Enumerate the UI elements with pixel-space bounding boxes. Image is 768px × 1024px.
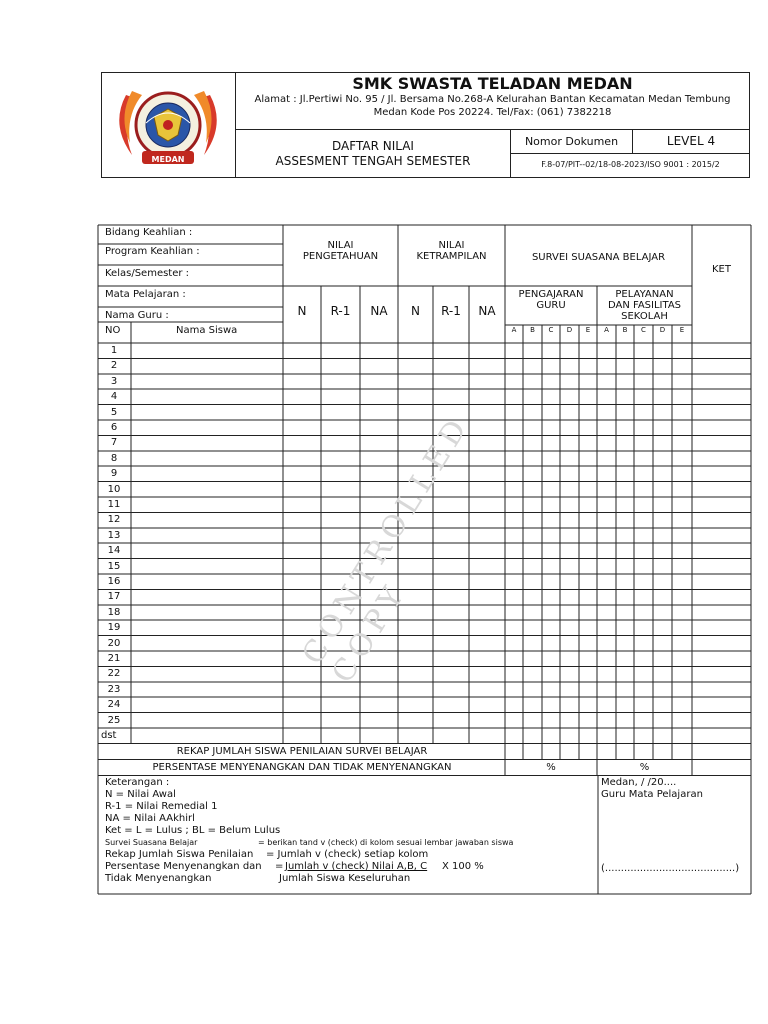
row-number: 9 bbox=[110, 468, 118, 480]
keterangan-rekap-desc: = Jumlah v (check) setiap kolom bbox=[266, 849, 429, 860]
keterangan-persentase-numerator: Jumlah v (check) Nilai A,B, C bbox=[285, 861, 428, 872]
survey-letter-c: C bbox=[641, 326, 646, 334]
keterangan-n: N = Nilai Awal bbox=[105, 789, 176, 800]
survey-letter-a: A bbox=[511, 326, 517, 334]
pengajaran-guru-header-1: PENGAJARAN bbox=[518, 289, 584, 300]
school-logo bbox=[102, 73, 235, 177]
row-number: 15 bbox=[107, 560, 121, 572]
row-number: 6 bbox=[110, 422, 118, 433]
row-number: 17 bbox=[107, 591, 121, 603]
no-header: NO bbox=[105, 325, 121, 336]
row-number: 25 bbox=[107, 714, 121, 726]
school-name: SMK SWASTA TELADAN MEDAN bbox=[352, 74, 633, 93]
signature-line: (.........................................) bbox=[601, 863, 740, 874]
col-n-pengetahuan: N bbox=[297, 304, 307, 318]
school-address-2: Medan Kode Pos 20224. Tel/Fax: (061) 7382218 bbox=[373, 107, 612, 118]
row-number: 14 bbox=[107, 545, 121, 557]
medan-date: Medan, / /20.... bbox=[601, 777, 677, 788]
keterangan-rekap-label: Rekap Jumlah Siswa Penilaian bbox=[105, 849, 254, 860]
row-number: 23 bbox=[107, 683, 121, 695]
nilai-ketrampilan-header-1: NILAI bbox=[438, 240, 465, 251]
mata-pelajaran-label: Mata Pelajaran : bbox=[105, 289, 186, 300]
persentase-pengajaran: % bbox=[546, 762, 556, 773]
school-address-1: Alamat : Jl.Pertiwi No. 95 / Jl. Bersama No.268-A Kelurahan Bantan Kecamatan Medan Tembung bbox=[254, 94, 731, 105]
row-number: 8 bbox=[110, 452, 118, 464]
survey-letter-d: D bbox=[659, 326, 666, 334]
row-number: 18 bbox=[107, 606, 121, 618]
row-number: 10 bbox=[107, 483, 121, 495]
logo-emblem-icon bbox=[102, 73, 235, 177]
row-number: 24 bbox=[107, 699, 121, 711]
pengajaran-guru-header-2: GURU bbox=[536, 300, 566, 311]
col-r1-ketrampilan: R-1 bbox=[441, 304, 461, 318]
row-number: 20 bbox=[107, 637, 121, 649]
row-number: 4 bbox=[110, 391, 118, 403]
survey-letter-b: B bbox=[530, 326, 535, 334]
row-number: 19 bbox=[107, 622, 121, 634]
row-number: 2 bbox=[110, 360, 118, 372]
level-label: LEVEL 4 bbox=[666, 134, 716, 148]
keterangan-survei-desc: = berikan tand v (check) di kolom sesuai lembar jawaban siswa bbox=[258, 838, 514, 847]
survey-letter-e: E bbox=[679, 326, 685, 334]
keterangan-persentase-eq: = bbox=[275, 861, 284, 872]
row-number: 11 bbox=[107, 499, 121, 510]
row-number: 7 bbox=[110, 437, 118, 449]
rekap-row-label: REKAP JUMLAH SISWA PENILAIAN SURVEI BELAJAR bbox=[176, 746, 428, 757]
nilai-pengetahuan-header-1: NILAI bbox=[327, 240, 354, 251]
ket-header: KET bbox=[712, 264, 731, 275]
row-number: 22 bbox=[107, 668, 121, 680]
keterangan-persentase-multiplier: X 100 % bbox=[442, 861, 484, 872]
keterangan-tidak-label: Tidak Menyenangkan bbox=[105, 873, 212, 884]
keterangan-denominator: Jumlah Siswa Keseluruhan bbox=[279, 873, 411, 884]
keterangan-title: Keterangan : bbox=[105, 777, 170, 788]
row-number: 21 bbox=[107, 653, 121, 664]
nomor-dokumen-label: Nomor Dokumen bbox=[524, 135, 619, 148]
survey-letter-a: A bbox=[604, 326, 609, 334]
col-n-ketrampilan: N bbox=[411, 304, 420, 318]
doc-title-line1: DAFTAR NILAI bbox=[332, 139, 414, 153]
row-number: dst bbox=[101, 730, 117, 741]
keterangan-survei-label: Survei Suasana Belajar bbox=[105, 838, 198, 847]
row-number: 5 bbox=[110, 406, 118, 418]
nilai-pengetahuan-header-2: PENGETAHUAN bbox=[302, 251, 379, 262]
row-number: 3 bbox=[110, 375, 118, 387]
doc-title-line2: ASSESMENT TENGAH SEMESTER bbox=[275, 154, 471, 168]
survey-letter-c: C bbox=[548, 326, 554, 334]
keterangan-r1: R-1 = Nilai Remedial 1 bbox=[105, 801, 218, 812]
survei-header: SURVEI SUASANA BELAJAR bbox=[531, 252, 666, 263]
persentase-row-label: PERSENTASE MENYENANGKAN DAN TIDAK MENYENANGKAN bbox=[152, 762, 452, 773]
persentase-pelayanan: % bbox=[639, 762, 650, 773]
keterangan-persentase-label: Persentase Menyenangkan dan bbox=[105, 861, 262, 872]
col-r1-pengetahuan: R-1 bbox=[330, 304, 351, 318]
survey-letter-b: B bbox=[622, 326, 628, 334]
row-number: 13 bbox=[107, 529, 121, 541]
col-na-ketrampilan: NA bbox=[478, 304, 496, 318]
keterangan-ket: Ket = L = Lulus ; BL = Belum Lulus bbox=[105, 825, 281, 836]
document-number: F.8-07/PIT--02/18-08-2023/ISO 9001 : 2015/2 bbox=[541, 160, 720, 169]
watermark: CONTROLLED COPY bbox=[295, 408, 478, 690]
survey-letter-d: D bbox=[566, 326, 573, 334]
keterangan-na: NA = Nilai AAkhirl bbox=[105, 813, 195, 824]
program-keahlian-label: Program Keahlian : bbox=[105, 246, 200, 257]
col-na-pengetahuan: NA bbox=[370, 304, 388, 318]
svg-text:MEDAN: MEDAN bbox=[151, 155, 185, 164]
row-number: 12 bbox=[107, 514, 121, 526]
row-number: 16 bbox=[107, 576, 121, 587]
nama-siswa-header: Nama Siswa bbox=[176, 325, 238, 336]
kelas-semester-label: Kelas/Semester : bbox=[105, 268, 190, 279]
pelayanan-header-2: DAN FASILITAS bbox=[607, 300, 682, 311]
nama-guru-label: Nama Guru : bbox=[105, 310, 169, 321]
pelayanan-header-1: PELAYANAN bbox=[615, 289, 674, 300]
guru-mata-pelajaran-label: Guru Mata Pelajaran bbox=[601, 789, 703, 800]
bidang-keahlian-label: Bidang Keahlian : bbox=[105, 227, 193, 238]
survey-letter-e: E bbox=[585, 326, 591, 334]
row-number: 1 bbox=[110, 345, 118, 356]
pelayanan-header-3: SEKOLAH bbox=[621, 311, 668, 322]
nilai-ketrampilan-header-2: KETRAMPILAN bbox=[416, 251, 487, 262]
